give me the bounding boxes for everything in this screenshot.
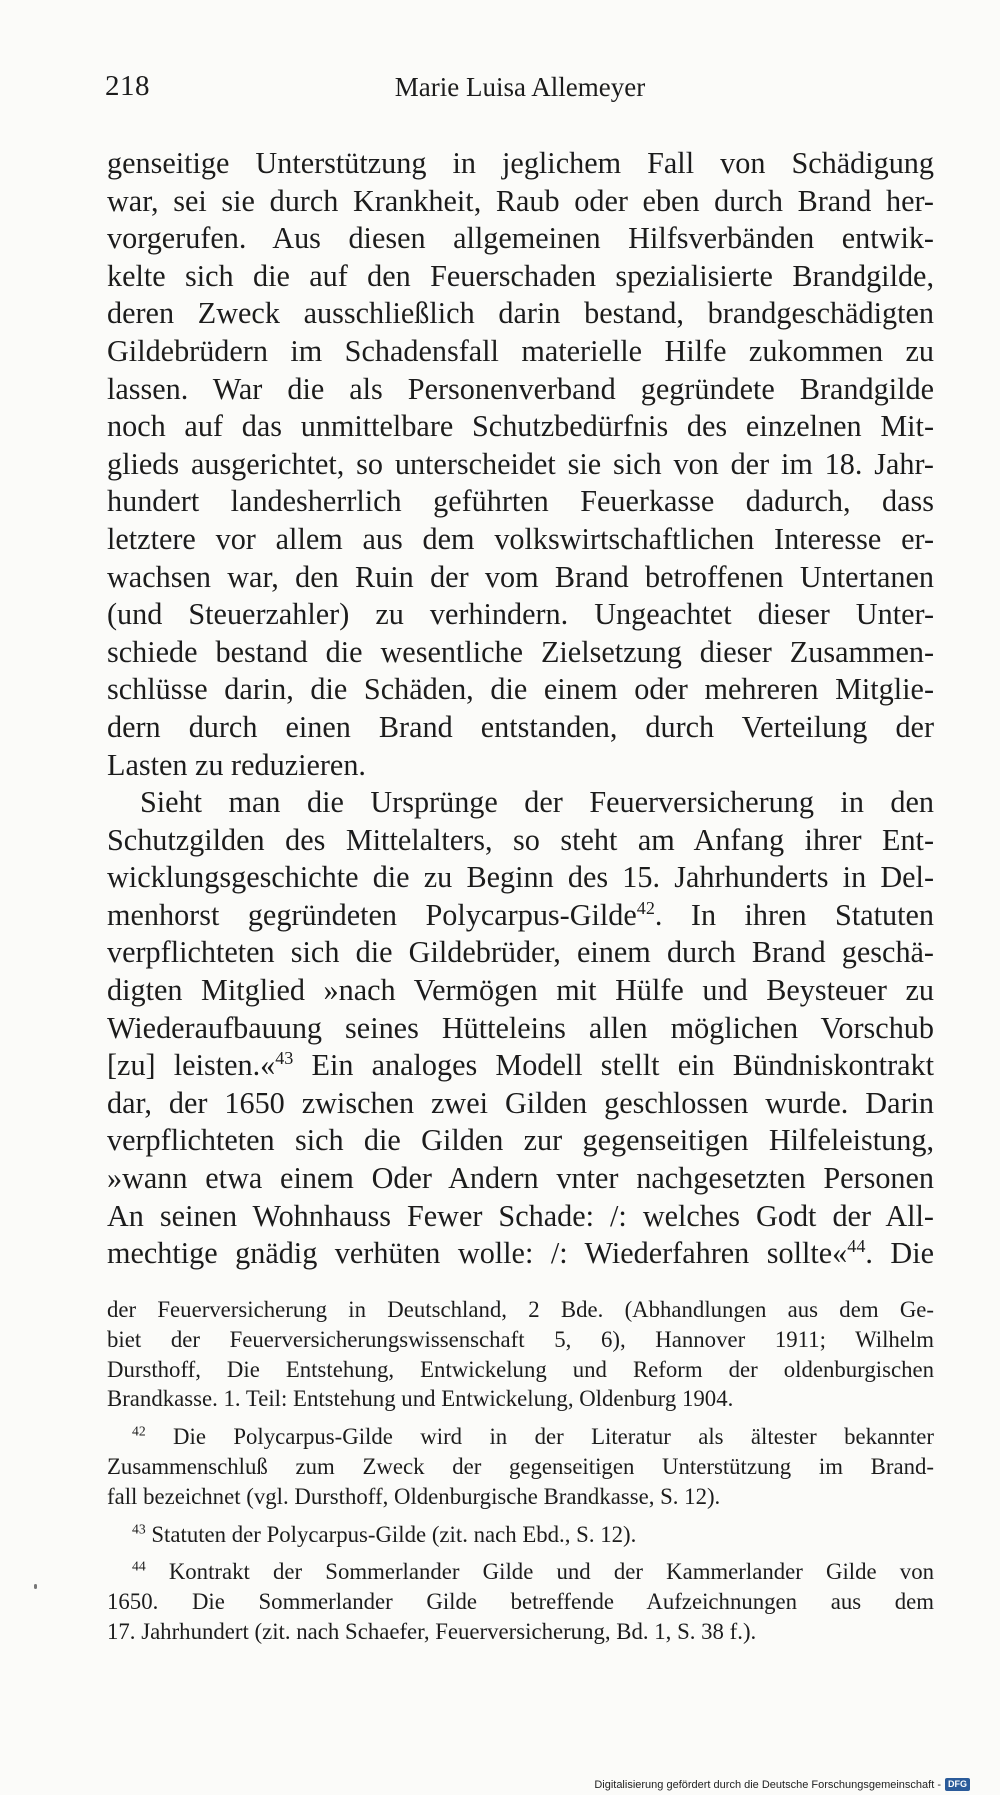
footnote-ref-43[interactable]: 43 (275, 1048, 294, 1069)
footnote-line (107, 1520, 934, 1550)
text-line (107, 1235, 934, 1273)
text-line: vorgerufen. Aus diesen allgemeinen Hilfsverbänden entwik- (107, 221, 934, 256)
text-line: An seinen Wohnhauss Fewer Schade: /: welches Godt der All- (107, 1198, 934, 1233)
page-header (105, 70, 935, 110)
scan-speck (34, 1584, 37, 1589)
footnote-line: Brandkasse. 1. Teil: Entstehung und Entwickelung, Oldenburg 1904. (107, 1386, 734, 1412)
text-line: schiede bestand die wesentliche Zielsetzung dieser Zusammen- (107, 634, 934, 669)
paragraph-start-line: Sieht man die Ursprünge der Feuerversicherung in den (140, 785, 934, 820)
text-line: verpflichteten sich die Gilden zur gegenseitigen Hilfeleistung, (107, 1123, 934, 1158)
footnote-number: 42 (132, 1423, 146, 1439)
digitization-credit (594, 1778, 970, 1791)
text-line (107, 1047, 934, 1085)
footnote-line (107, 1422, 934, 1452)
text-line: Lasten zu reduzieren. (107, 747, 366, 782)
footnote-ref-42[interactable]: 42 (636, 897, 655, 918)
text-line: Schutzgilden des Mittelalters, so steht am Anfang ihrer Ent- (107, 822, 934, 857)
text-line: dar, der 1650 zwischen zwei Gilden geschlossen wurde. Darin (107, 1085, 934, 1120)
text-line: digten Mitglied »nach Vermögen mit Hülfe und Beysteuer zu (107, 973, 934, 1008)
credit-text: Digitalisierung gefördert durch die Deutsche Forschungsgemeinschaft - (594, 1778, 941, 1791)
footnote-line: 1650. Die Sommerlander Gilde betreffende Aufzeichnungen aus dem (107, 1589, 934, 1615)
footnote-line: Dursthoff, Die Entstehung, Entwickelung und Reform der oldenburgischen (107, 1356, 934, 1382)
footnote-line: fall bezeichnet (vgl. Dursthoff, Oldenburgische Brandkasse, S. 12). (107, 1483, 721, 1509)
text-segment: [zu] leisten.« (107, 1048, 276, 1083)
text-segment: mechtige gnädig verhüten wolle: /: Wiederfahren sollte« (107, 1236, 848, 1271)
text-line: war, sei sie durch Krankheit, Raub oder eben durch Brand her- (107, 183, 934, 218)
footnote-42 (107, 1422, 934, 1511)
text-line: deren Zweck ausschließlich darin bestand, brandgeschädigten (107, 296, 934, 331)
text-segment: Ein analoges Modell stellt ein Bündniskontrakt (293, 1048, 934, 1083)
text-line: wicklungsgeschichte die zu Beginn des 15. Jahrhunderts in Del- (107, 860, 934, 895)
text-line: verpflichteten sich die Gildebrüder, einem durch Brand geschä- (107, 935, 934, 970)
footnote-number: 44 (132, 1558, 146, 1574)
footnote-line: Zusammenschluß zum Zweck der gegenseitigen Unterstützung im Brand- (107, 1453, 934, 1479)
dfg-logo: DFG (945, 1778, 970, 1791)
footnote-line: der Feuerversicherung in Deutschland, 2 Bde. (Abhandlungen aus dem Ge- (107, 1297, 934, 1322)
text-line: schlüsse darin, die Schäden, die einem oder mehreren Mitglie- (107, 672, 934, 707)
text-line: »wann etwa einem Oder Andern vnter nachgesetzten Personen (107, 1161, 934, 1196)
text-segment: menhorst gegründeten Polycarpus-Gilde (107, 897, 637, 932)
page-number: 218 (105, 70, 150, 102)
footnote-continuation (107, 1295, 934, 1414)
text-line: letztere vor allem aus dem volkswirtschaftlichen Interesse er- (107, 521, 934, 556)
text-line: dern durch einen Brand entstanden, durch Verteilung der (107, 709, 934, 744)
footnote-44 (107, 1557, 934, 1646)
footnote-text: Kontrakt der Sommerlander Gilde und der Kammerlander Gilde von (145, 1559, 934, 1585)
footnotes (107, 1295, 934, 1655)
text-line: Gildebrüdern im Schadensfall materielle Hilfe zukommen zu (107, 333, 934, 368)
text-line: kelte sich die auf den Feuerschaden spezialisierte Brandgilde, (107, 258, 934, 293)
text-line: (und Steuerzahler) zu verhindern. Ungeachtet dieser Unter- (107, 597, 934, 632)
running-head: Marie Luisa Allemeyer (394, 72, 646, 102)
text-line: lassen. War die als Personenverband gegründete Brandgilde (107, 371, 934, 406)
footnote-text: Statuten der Polycarpus-Gilde (zit. nach Ebd., S. 12). (145, 1521, 637, 1547)
body-text (107, 145, 934, 1273)
footnote-number: 43 (132, 1520, 146, 1536)
text-line: glieds ausgerichtet, so unterscheidet sie sich von der im 18. Jahr- (107, 446, 934, 481)
footnote-43 (107, 1520, 934, 1550)
text-line (107, 897, 934, 935)
footnote-line: biet der Feuerversicherungswissenschaft 5, 6), Hannover 1911; Wilhelm (107, 1326, 934, 1352)
footnote-line (107, 1557, 934, 1587)
footnote-ref-44[interactable]: 44 (847, 1236, 866, 1257)
footnote-text: Die Polycarpus-Gilde wird in der Literatur als ältester bekannter (145, 1424, 934, 1450)
footnote-line: 17. Jahrhundert (zit. nach Schaefer, Feuerversicherung, Bd. 1, S. 38 f.). (107, 1618, 757, 1644)
text-line: genseitige Unterstützung in jeglichem Fall von Schädigung (107, 146, 934, 180)
text-line: noch auf das unmittelbare Schutzbedürfnis des einzelnen Mit- (107, 409, 934, 444)
text-segment: . In ihren Statuten (654, 897, 934, 932)
text-line: Wiederaufbauung seines Hütteleins allen möglichen Vorschub (107, 1010, 934, 1045)
text-segment: . Die (865, 1236, 934, 1271)
text-line: wachsen war, den Ruin der vom Brand betroffenen Untertanen (107, 559, 934, 594)
text-line: hundert landesherrlich geführten Feuerkasse dadurch, dass (107, 484, 934, 519)
